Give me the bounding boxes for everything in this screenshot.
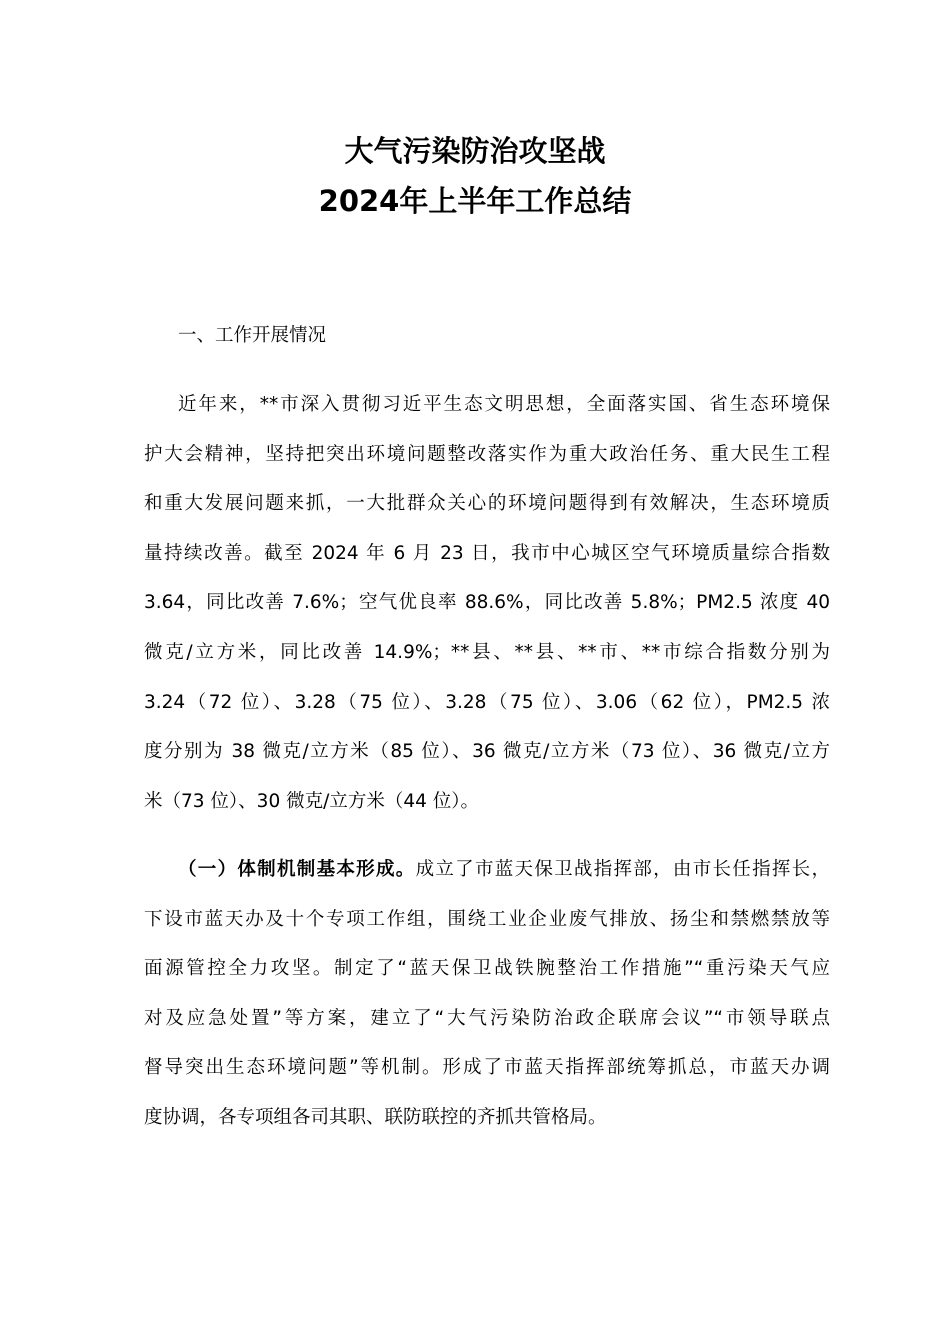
paragraph-line: 下设市蓝天办及十个专项工作组，围绕工业企业废气排放、扬尘和禁燃禁放等 xyxy=(144,908,830,930)
paragraph-line: 和重大发展问题来抓，一大批群众关心的环境问题得到有效解决，生态环境质 xyxy=(144,493,830,515)
paragraph-subheading: （一）体制机制基本形成。 xyxy=(178,859,416,880)
paragraph-line-rest: 成立了市蓝天保卫战指挥部，由市长任指挥长， xyxy=(415,859,830,880)
paragraph-2 xyxy=(144,845,830,1143)
paragraph-line: 3.64，同比改善 7.6%；空气优良率 88.6%，同比改善 5.8%；PM2.5 浓度 40 xyxy=(144,592,830,614)
paragraph-line: 护大会精神，坚持把突出环境问题整改落实作为重大政治任务、重大民生工程 xyxy=(144,443,830,465)
paragraph-line: 面源管控全力攻坚。制定了“蓝天保卫战铁腕整治工作措施”“重污染天气应 xyxy=(144,958,830,980)
paragraph-line: 对及应急处置”等方案，建立了“大气污染防治政企联席会议”“市领导联点 xyxy=(144,1007,830,1029)
document-title-line-1: 大气污染防治攻坚战 xyxy=(344,134,606,168)
paragraph-line: 米（73 位）、30 微克/立方米（44 位）。 xyxy=(144,790,479,812)
section-heading: 一、工作开展情况 xyxy=(178,325,327,346)
paragraph-line: 微克/立方米，同比改善 14.9%；**县、**县、**市、**市综合指数分别为 xyxy=(144,641,830,663)
paragraph-line xyxy=(144,845,830,895)
paragraph-line: 3.24（72 位）、3.28（75 位）、3.28（75 位）、3.06（62 位），PM2.5 浓 xyxy=(144,691,830,713)
document-title-line-2: 2024年上半年工作总结 xyxy=(318,184,632,218)
paragraph-line: 量持续改善。截至 2024 年 6 月 23 日，我市中心城区空气环境质量综合指数 xyxy=(144,542,830,564)
paragraph-line: 督导突出生态环境问题”等机制。形成了市蓝天指挥部统筹抓总，市蓝天办调 xyxy=(144,1057,830,1079)
paragraph-line: 近年来，**市深入贯彻习近平生态文明思想，全面落实国、省生态环境保 xyxy=(178,394,830,415)
paragraph-line: 度协调，各专项组各司其职、联防联控的齐抓共管格局。 xyxy=(144,1106,607,1128)
paragraph-line: 度分别为 38 微克/立方米（85 位）、36 微克/立方米（73 位）、36 微克/立方 xyxy=(144,741,830,763)
paragraph-1 xyxy=(144,380,830,826)
